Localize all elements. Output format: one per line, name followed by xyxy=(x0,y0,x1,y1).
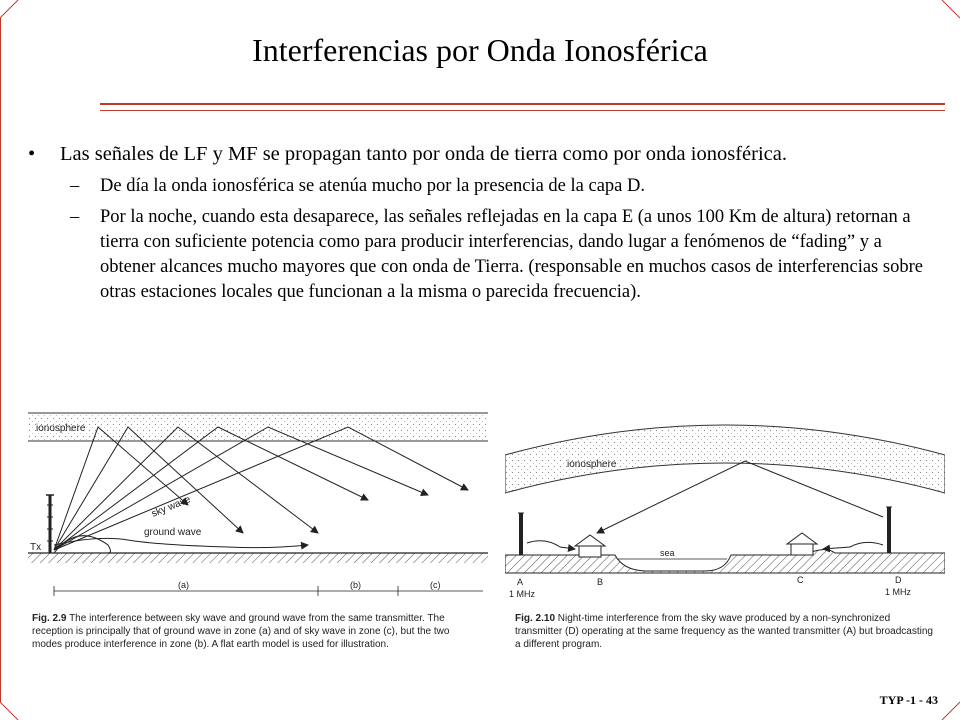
transmitter-tower-icon xyxy=(46,495,54,553)
caption-label: Fig. 2.10 xyxy=(515,613,556,624)
label-c: C xyxy=(797,575,804,585)
slide-footer: TYP -1 - 43 xyxy=(879,693,938,707)
bullet-list xyxy=(28,140,938,311)
ground-wave xyxy=(54,536,308,553)
dash-marker: – xyxy=(70,207,80,227)
ionosphere-label: ionosphere xyxy=(567,459,617,470)
tx-label: Tx xyxy=(30,542,42,553)
title-underline xyxy=(100,103,945,105)
ground-wave-label: ground wave xyxy=(144,527,202,538)
label-freq-a: 1 MHz xyxy=(509,589,536,599)
zone-markers xyxy=(54,586,483,596)
title-underline-thin xyxy=(100,110,945,111)
sky-wave-label: sky wave xyxy=(150,494,193,520)
sea-label: sea xyxy=(660,548,675,558)
bullet-marker: • xyxy=(28,143,36,165)
sky-wave-rays xyxy=(54,427,468,550)
caption-label: Fig. 2.9 xyxy=(32,613,67,624)
figure-skywave-groundwave xyxy=(28,405,488,605)
zone-a-label: (a) xyxy=(178,580,189,590)
figure-caption-left xyxy=(32,612,472,651)
page-title: Interferencias por Onda Ionosférica xyxy=(252,32,708,68)
label-freq-d: 1 MHz xyxy=(885,587,912,597)
bullet-item xyxy=(28,140,938,168)
ionosphere-label: ionosphere xyxy=(36,423,86,434)
label-d: D xyxy=(895,575,902,585)
label-b: B xyxy=(597,577,604,587)
zone-c-label: (c) xyxy=(430,580,441,590)
ground-wave-a xyxy=(527,541,575,549)
bullet-text: Las señales de LF y MF se propagan tanto por onda de tierra como por onda ionosférica. xyxy=(60,143,787,165)
zone-b-label: (b) xyxy=(350,580,361,590)
caption-text: Night-time interference from the sky wave produced by a non-synchronized transmitter (D) operating at the same frequency as the wanted transmitter (A) but broadcasting a different program. xyxy=(515,613,933,650)
label-a: A xyxy=(517,577,524,587)
dash-marker: – xyxy=(70,176,80,196)
ground-wave-d xyxy=(823,542,883,549)
ionosphere-layer xyxy=(28,413,488,441)
tower-a-icon xyxy=(518,513,524,555)
ground xyxy=(505,549,945,573)
tower-d-icon xyxy=(886,507,892,553)
sub-bullet-text: De día la onda ionosférica se atenúa mucho por la presencia de la capa D. xyxy=(100,176,645,196)
figure-caption-right xyxy=(515,612,935,651)
ground xyxy=(28,553,488,563)
house-c-icon xyxy=(787,533,817,555)
sub-bullet-text: Por la noche, cuando esta desaparece, las señales reflejadas en la capa E (a unos 100 Km de altura) retornan a tierra con suficiente potencia como para producir interferencias, dando lugar a fenómenos de “fading” y a obtener alcances mucho mayores que con onda de Tierra. (responsable en muchos casos de interferencias sobre otras estaciones locales que funcionan a la misma o parecida frecuencia). xyxy=(100,207,923,302)
sub-bullet-item xyxy=(28,174,938,199)
house-b-icon xyxy=(575,535,605,557)
sky-wave-ray xyxy=(597,461,883,533)
caption-text: The interference between sky wave and ground wave from the same transmitter. The reception is principally that of ground wave in zone (a) and of sky wave in zone (c), but the two modes produce interference in zone (b). A flat earth model is used for illustration. xyxy=(32,613,450,650)
sub-bullet-item xyxy=(28,205,938,305)
figure-night-interference xyxy=(505,405,945,605)
